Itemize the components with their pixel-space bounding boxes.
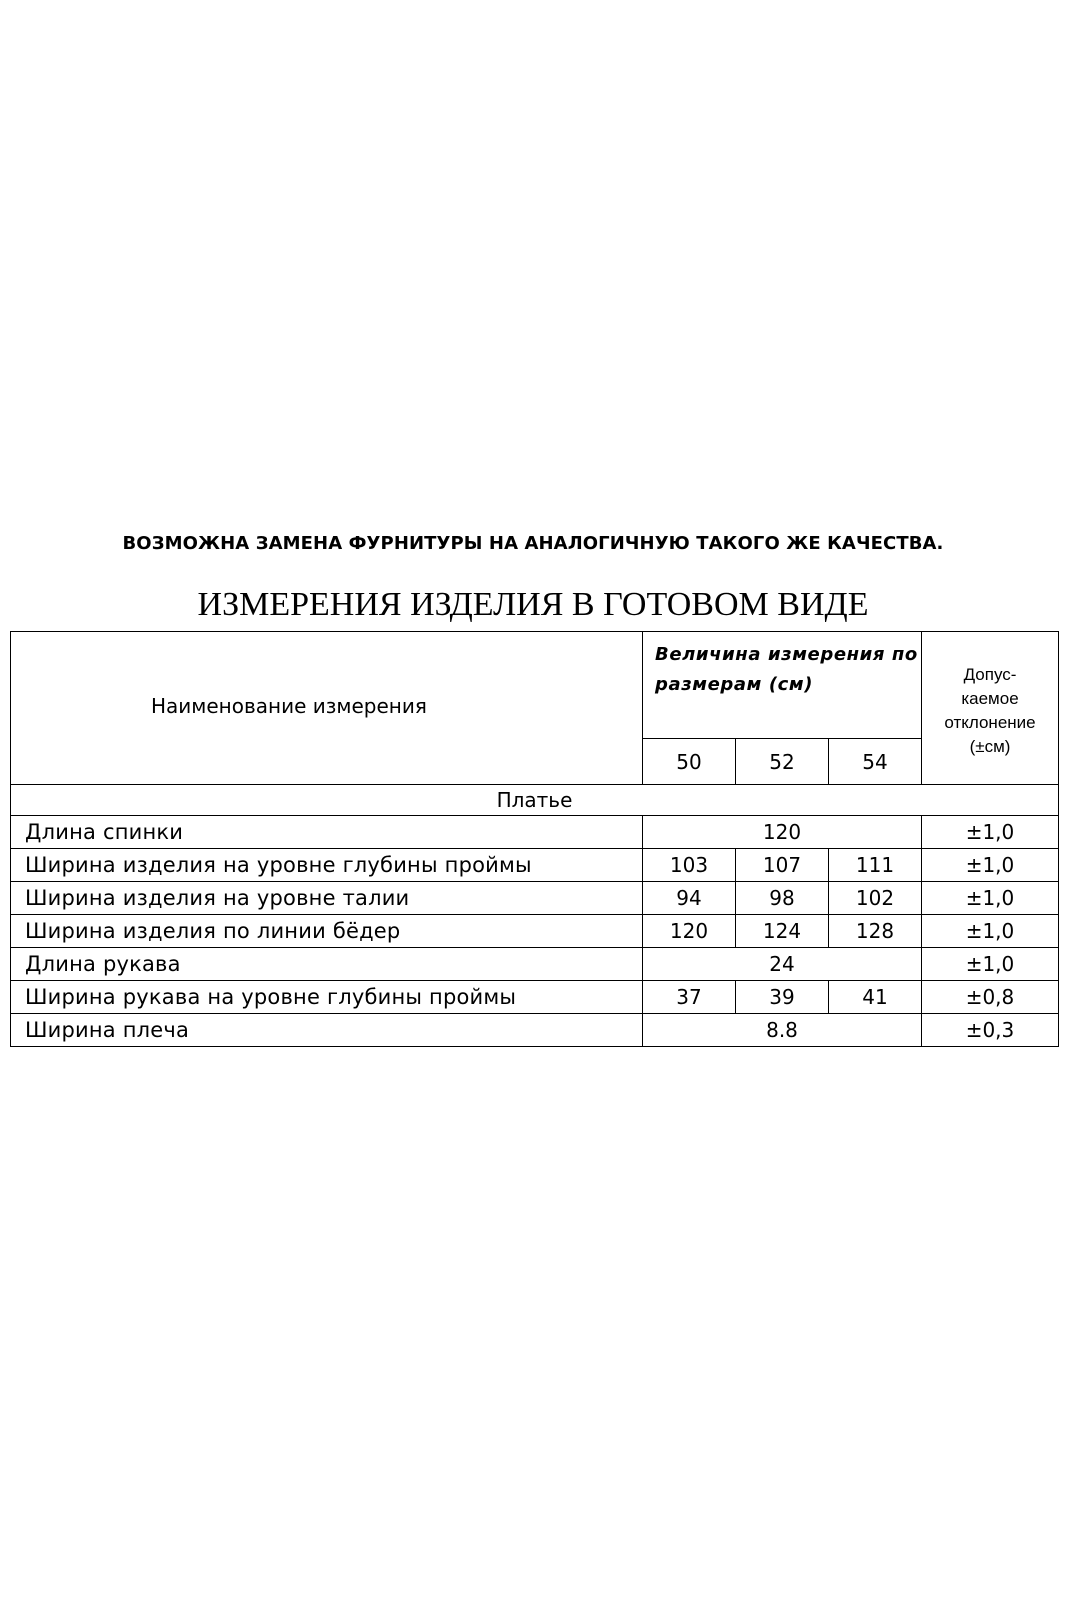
table-row	[11, 1014, 1059, 1047]
section-label: Платье	[11, 785, 1059, 816]
header-tolerance-line2: каемое	[961, 689, 1019, 708]
table-row	[11, 816, 1059, 849]
header-tolerance-line4: (±см)	[969, 737, 1011, 756]
measurement-value: 124	[736, 915, 829, 948]
measurement-value: 102	[829, 882, 922, 915]
measurement-value: 120	[643, 915, 736, 948]
measurement-tolerance: ±0,8	[922, 981, 1059, 1014]
measurement-value: 111	[829, 849, 922, 882]
table-header-row	[11, 632, 1059, 739]
header-size: 50	[643, 739, 736, 785]
page-title: ИЗМЕРЕНИЯ ИЗДЕЛИЯ В ГОТОВОМ ВИДЕ	[197, 586, 869, 623]
measurements-table	[10, 631, 1059, 1047]
section-row	[11, 785, 1059, 816]
table-row	[11, 849, 1059, 882]
header-tolerance-line3: отклонение	[944, 713, 1036, 732]
measurement-value: 107	[736, 849, 829, 882]
measurement-value: 8.8	[643, 1014, 922, 1047]
header-size-group-line2: размерам (см)	[655, 674, 814, 695]
fittings-notice: ВОЗМОЖНА ЗАМЕНА ФУРНИТУРЫ НА АНАЛОГИЧНУЮ ТАКОГО ЖЕ КАЧЕСТВА.	[122, 533, 944, 554]
measurement-name: Ширина изделия на уровне талии	[11, 882, 643, 915]
table-row	[11, 981, 1059, 1014]
measurement-tolerance: ±1,0	[922, 882, 1059, 915]
measurement-value: 39	[736, 981, 829, 1014]
measurement-value: 120	[643, 816, 922, 849]
measurement-value: 98	[736, 882, 829, 915]
header-size-group-line1: Величина измерения по	[655, 644, 918, 665]
measurement-tolerance: ±1,0	[922, 849, 1059, 882]
measurement-name: Ширина плеча	[11, 1014, 643, 1047]
header-name: Наименование измерения	[11, 632, 643, 785]
measurement-value: 94	[643, 882, 736, 915]
measurement-value: 128	[829, 915, 922, 948]
measurement-value: 41	[829, 981, 922, 1014]
measurement-value: 37	[643, 981, 736, 1014]
measurement-name: Ширина изделия по линии бёдер	[11, 915, 643, 948]
header-tolerance	[922, 632, 1059, 785]
measurement-tolerance: ±0,3	[922, 1014, 1059, 1047]
header-size-group	[643, 632, 922, 739]
measurement-value: 24	[643, 948, 922, 981]
table-row	[11, 915, 1059, 948]
measurement-name: Длина рукава	[11, 948, 643, 981]
measurement-name: Ширина рукава на уровне глубины проймы	[11, 981, 643, 1014]
table-row	[11, 882, 1059, 915]
measurement-tolerance: ±1,0	[922, 915, 1059, 948]
header-tolerance-line1: Допус-	[963, 665, 1017, 684]
measurement-name: Ширина изделия на уровне глубины проймы	[11, 849, 643, 882]
header-size: 54	[829, 739, 922, 785]
table-row	[11, 948, 1059, 981]
measurement-tolerance: ±1,0	[922, 816, 1059, 849]
measurement-name: Длина спинки	[11, 816, 643, 849]
measurement-value: 103	[643, 849, 736, 882]
header-size: 52	[736, 739, 829, 785]
measurement-tolerance: ±1,0	[922, 948, 1059, 981]
